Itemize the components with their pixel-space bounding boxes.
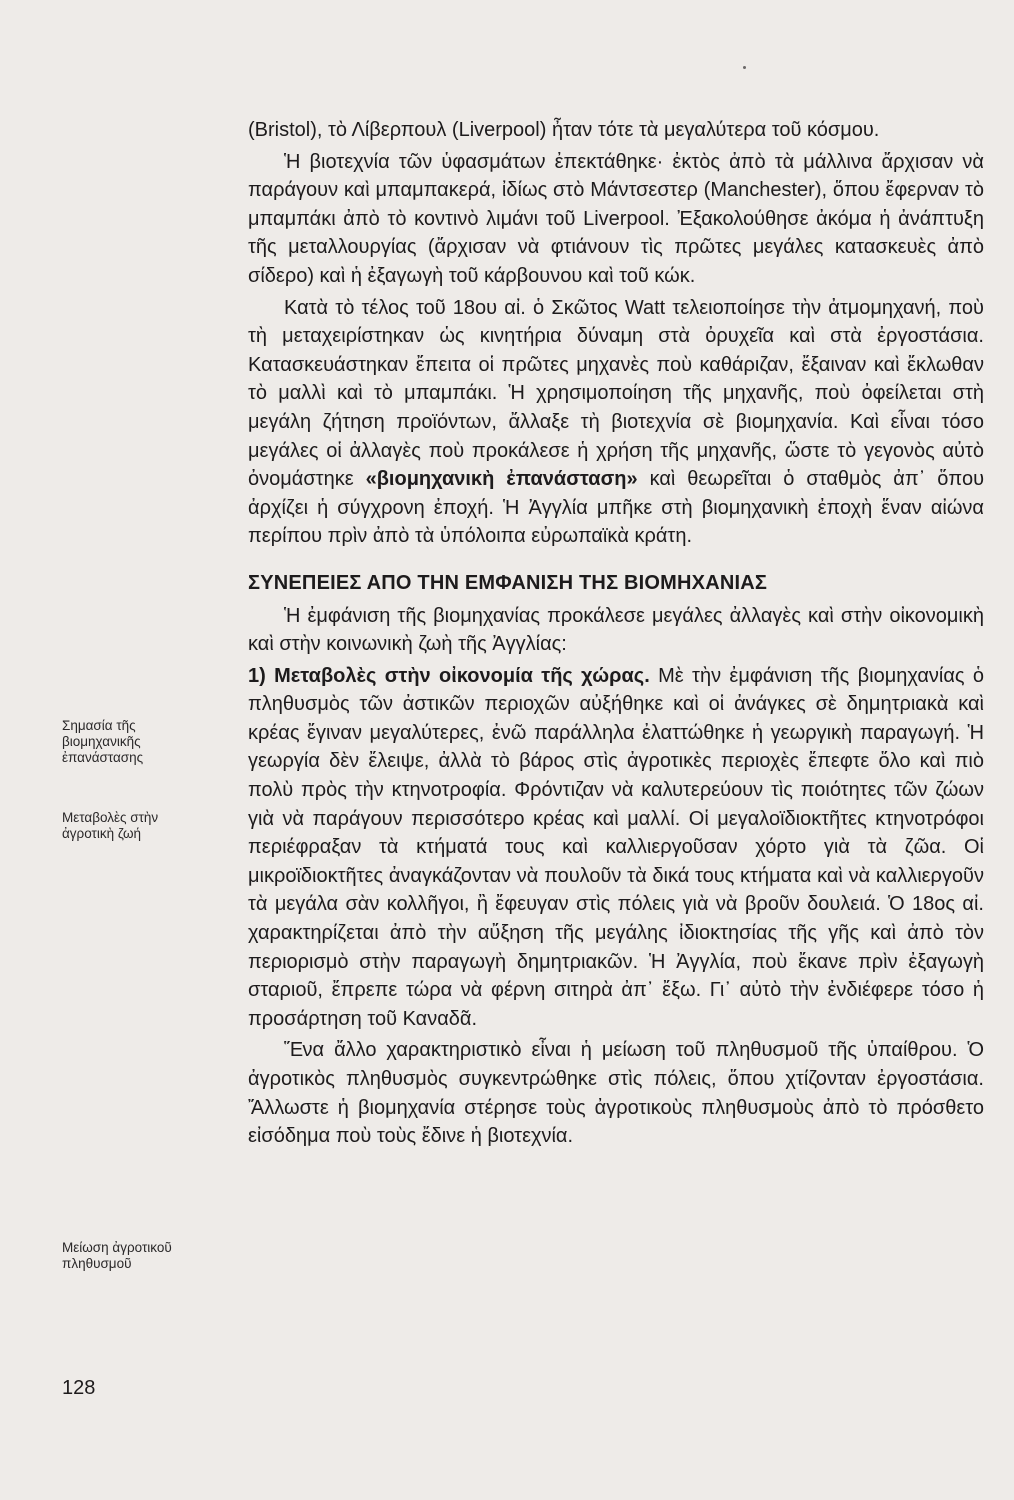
paragraph-intro-consequences: Ἡ ἐμφάνιση τῆς βιομηχανίας προκάλεσε μεγάλες ἀλλαγὲς καὶ στὴν οἰκονομικὴ καὶ στὴν κοινωνικὴ ζωὴ τῆς Ἀγγλίας:	[248, 604, 984, 656]
section-heading: ΣΥΝΕΠΕΙΕΣ ΑΠΟ ΤΗΝ ΕΜΦΑΝΙΣΗ ΤΗΣ ΒΙΟΜΗΧΑΝΙΑΣ	[248, 571, 768, 594]
subheading-economy: 1) Μεταβολὲς στὴν οἰκονομία τῆς χώρας.	[248, 664, 650, 687]
page-number: 128	[62, 1377, 96, 1399]
paragraph-rural-population: Ἕνα ἄλλο χαρακτηριστικὸ εἶναι ἡ μείωση τοῦ πληθυσμοῦ τῆς ὑπαίθρου. Ὁ ἀγροτικὸς πληθυσμὸς συγκεντρώθηκε στὶς πόλεις, ὅπου χτίζονταν ἐργοστάσια. Ἄλλωστε ἡ βιομηχανία στέρησε τοὺς ἀγροτικοὺς πληθυσμοὺς ἀπὸ τὸ πρόσθετο εἰσόδημα ποὺ τοὺς ἔδινε ἡ βιοτεχνία.	[248, 1039, 984, 1148]
print-speck	[743, 66, 746, 69]
main-text	[248, 116, 984, 1151]
text-run: Μὲ τὴν ἐμφάνιση τῆς βιομηχανίας ὁ πληθυσμὸς τῶν ἀστικῶν περιοχῶν αὐξήθηκε καὶ οἱ ἀνάγκες σὲ δημητριακὰ καὶ κρέας ἔγιναν μεγαλύτερες, ἐνῶ παράλληλα ἐλαττώθηκε ἡ γεωργικὴ παραγωγή. Ἡ γεωργία δὲν ἔλειψε, ἀλλὰ τὸ βάρος στὶς ἀγροτικὲς περιοχὲς ἔπεφτε ὅλο καὶ πιὸ πολὺ πρὸς τὴν κτηνοτροφία. Φρόντιζαν νὰ καλυτερεύουν τὶς ποιότητες τῶν ζώων γιὰ νὰ παράγουν περισσότερο κρέας καὶ μαλλί. Οἱ μεγαλοϊδιοκτῆτες κτηνοτρόφοι περιέφραξαν τὰ κτήματά τους καὶ καλλιεργοῦσαν χόρτο γιὰ τὰ ζῶα. Οἱ μικροϊδιοκτῆτες ἀναγκάζονταν νὰ πουλοῦν τὰ δικά τους κτήματα καὶ νὰ καλλιεργοῦν τὰ μεγάλα σὰν κολλῆγοι, ἢ ἔφευγαν στὶς πόλεις γιὰ νὰ βροῦν δουλειά. Ὁ 18ος αἰ. χαρακτηρίζεται ἀπὸ τὴν αὔξηση τῆς μεγάλης ἰδιοκτησίας τῆς γῆς καὶ ἀπὸ τὸν περιορισμὸ στὴν παραγωγὴ δημητριακῶν. Ἡ Ἀγγλία, ποὺ ἔκανε πρὶν ἐξαγωγὴ σταριοῦ, ἔπρεπε τώρα νὰ φέρνη σιτηρὰ ἀπ᾿ ἔξω. Γι᾿ αὐτὸ τὴν ἐνδιέφερε τόσο ἡ προσάρτηση τοῦ Καναδᾶ.	[248, 664, 984, 1030]
margin-note-agricultural-changes: Μεταβολὲς στὴν ἀγροτικὴ ζωή	[62, 810, 159, 841]
margin-note-significance: Σημασία τῆς βιομηχανικῆς ἐπανάστασης	[62, 718, 144, 765]
text-run: καὶ θεωρεῖται ὁ σταθμὸς ἀπ᾿ ὅπου ἀρχίζει ἡ σύγχρονη ἐποχή. Ἡ Ἀγγλία μπῆκε στὴ βιομηχανικὴ ἐποχὴ ἕναν αἰώνα περίπου πρὶν ἀπὸ τὰ ὑπόλοιπα εὐρωπαϊκὰ κράτη.	[248, 468, 985, 548]
paragraph-textiles: Ἡ βιοτεχνία τῶν ὑφασμάτων ἐπεκτάθηκε· ἐκτὸς ἀπὸ τὰ μάλλινα ἄρχισαν νὰ παράγουν καὶ μπαμπακερά, ἰδίως στὸ Μάντσεστερ (Manchester), ὅπου ἔφερναν τὸ μπαμπάκι ἀπὸ τὸ κοντινὸ λιμάνι τοῦ Liverpool. Ἐξακολούθησε ἀκόμα ἡ ἀνάπτυξη τῆς μεταλλουργίας (ἄρχισαν νὰ φτιάνουν τὶς πρῶτες μεγάλες κατασκευὲς ἀπὸ σίδερο) καὶ ἡ ἐξαγωγὴ τοῦ κάρβουνου καὶ τοῦ κώκ.	[248, 150, 984, 287]
paragraph-economy	[248, 662, 984, 1034]
term-industrial-revolution: «βιομηχανικὴ ἐπανάσταση»	[365, 468, 638, 491]
paragraph-bristol: (Bristol), τὸ Λίβερπουλ (Liverpool) ἦταν τότε τὰ μεγαλύτερα τοῦ κόσμου.	[248, 119, 880, 141]
text-run: Κατὰ τὸ τέλος τοῦ 18ου αἰ. ὁ Σκῶτος Watt τελειοποίησε τὴν ἀτμομηχανή, ποὺ τὴ μεταχειρίστηκαν ὡς κινητήρια δύναμη στὰ ὀρυχεῖα καὶ στὰ ἐργοστάσια. Κατασκευάστηκαν ἔπειτα οἱ πρῶτες μηχανὲς ποὺ καθάριζαν, ἔξαιναν καὶ ἔκλωθαν τὸ μαλλὶ καὶ τὸ μπαμπάκι. Ἡ χρησιμοποίηση τῆς μηχανῆς, ποὺ ὀφείλεται στὴ μεγάλη ζήτηση προϊόντων, ἄλλαξε τὴ βιοτεχνία σὲ βιομηχανία. Καὶ εἶναι τόσο μεγάλες οἱ ἀλλαγὲς ποὺ προκάλεσε ἡ χρήση τῆς μηχανῆς, ὥστε τὸ γεγονὸς αὐτὸ ὀνομάστηκε	[248, 296, 984, 491]
paragraph-steam-engine	[248, 294, 984, 551]
margin-note-rural-decline: Μείωση ἀγροτικοῦ πληθυσμοῦ	[62, 1240, 172, 1271]
